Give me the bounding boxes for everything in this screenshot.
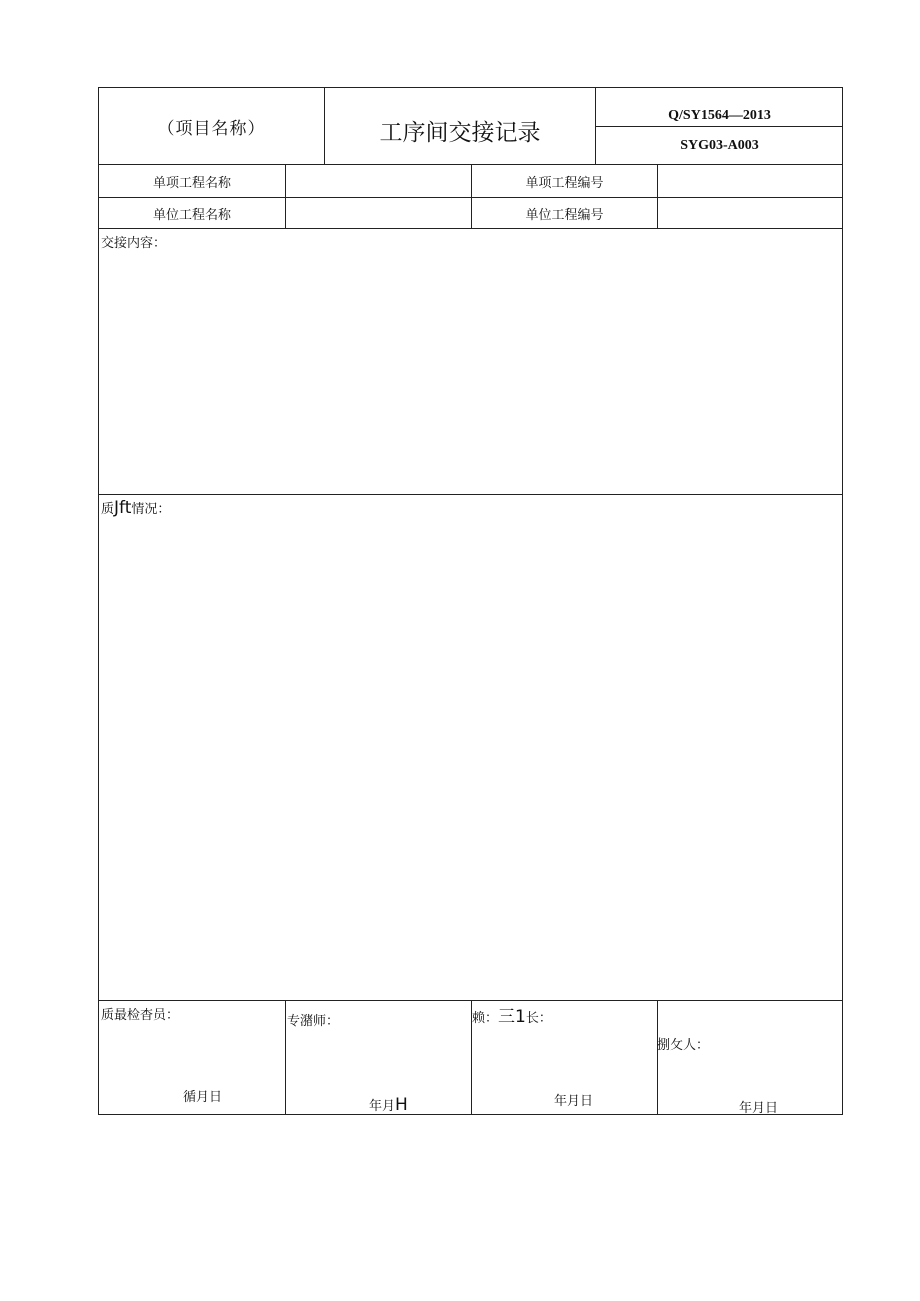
handover-record-form <box>98 87 843 1115</box>
technical-lead-prefix: 赖： <box>472 1011 499 1026</box>
quality-label-garbled: Jft <box>114 498 132 518</box>
single-item-project-number-label: 单项工程编号 <box>525 175 604 191</box>
supervisor-date-garbled: H <box>395 1095 408 1115</box>
form-code: SYG03-A003 <box>680 137 759 153</box>
single-item-project-name-field[interactable] <box>286 165 471 197</box>
divider <box>657 1000 658 1114</box>
divider <box>99 494 843 495</box>
divider <box>285 1000 286 1114</box>
unit-project-name-label: 单位工程名称 <box>152 207 231 223</box>
divider <box>99 228 843 229</box>
quality-inspector-label: 质最检杳员： <box>101 1008 180 1023</box>
supervisor-date-prefix: 年月 <box>369 1099 396 1114</box>
technical-lead-date: 年月日 <box>554 1094 594 1109</box>
quality-label-prefix: 质 <box>101 502 115 517</box>
quality-situation-area[interactable] <box>99 520 843 1000</box>
single-item-project-number-field[interactable] <box>658 165 843 197</box>
unit-project-number-label: 单位工程编号 <box>525 207 604 223</box>
single-item-project-name-label: 单项工程名称 <box>152 175 231 191</box>
handover-content-label: 交接内容： <box>101 236 167 251</box>
receiver-label: 捌攵人： <box>657 1038 710 1053</box>
supervisor-engineer-label: 专潴师： <box>287 1014 340 1029</box>
project-name: （项目名称） <box>157 118 266 139</box>
quality-label-suffix: 情况： <box>131 502 171 517</box>
technical-lead-suffix: 长： <box>525 1011 552 1026</box>
technical-lead-garbled: 三1 <box>498 1007 526 1027</box>
supervisor-engineer-date <box>369 1095 408 1115</box>
technical-lead-label <box>472 1002 552 1027</box>
standard-code: Q/SY1564—2013 <box>668 108 771 123</box>
quality-inspector-date: 循月日 <box>183 1090 223 1105</box>
handover-content-area[interactable] <box>99 250 843 494</box>
quality-situation-label <box>101 498 170 518</box>
receiver-date: 年月日 <box>739 1101 779 1116</box>
form-title: 工序间交接记录 <box>379 119 541 146</box>
unit-project-number-field[interactable] <box>658 198 843 228</box>
unit-project-name-field[interactable] <box>286 198 471 228</box>
